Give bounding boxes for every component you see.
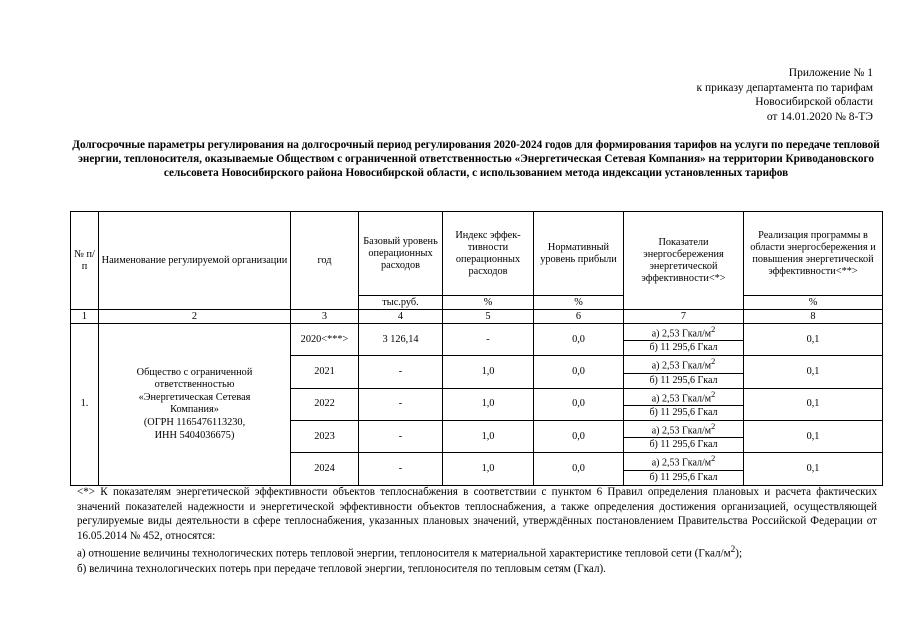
appendix-line-4: от 14.01.2020 № 8-ТЭ [766, 110, 873, 123]
indicator-a [624, 324, 744, 341]
footnotes [77, 485, 877, 576]
header-profit: Нормативный уровень прибыли [534, 212, 624, 296]
column-number-row [71, 310, 883, 324]
footnote-item-a-text: а) отношение величины технологических потерь тепловой энергии, теплоносителя к материальной характеристике тепловой сети (Гкал/м [77, 548, 731, 561]
col-num: 5 [443, 310, 534, 324]
indicator-b: б) 11 295,6 Гкал [624, 470, 744, 485]
org-line: (ОГРН 1165476113230, [143, 416, 246, 428]
header-index: Индекс эффективности операционных расходов [443, 212, 534, 296]
indicator-a-text: а) 2,53 Гкал/м [651, 457, 712, 469]
header-num: № п/п [71, 212, 99, 310]
header-program: Реализация программы в области энергосбережения и повышения энергетической эффективности<**> [744, 212, 883, 296]
unit-base: тыс.руб. [359, 296, 443, 310]
footnote-item-a [77, 543, 877, 561]
unit-index: % [443, 296, 534, 310]
header-org: Наименование регулируемой организации [99, 212, 291, 310]
org-line: Компания» [170, 404, 219, 416]
appendix-line-2: к приказу департамента по тарифам [696, 81, 873, 94]
indicator-a-sup: 2 [711, 421, 716, 431]
header-base: Базовый уровень операционных расходов [359, 212, 443, 296]
index-cell: 1,0 [443, 356, 534, 388]
indicator-a [624, 388, 744, 405]
indicator-a-sup: 2 [711, 454, 716, 464]
indicator-b: б) 11 295,6 Гкал [624, 405, 744, 420]
year-cell: 2023 [291, 420, 359, 452]
index-cell: 1,0 [443, 388, 534, 420]
year-cell: 2024 [291, 453, 359, 485]
org-line: «Энергетическая Сетевая [138, 391, 251, 403]
profit-cell: 0,0 [534, 324, 624, 356]
unit-profit: % [534, 296, 624, 310]
footnote-item-a-sup: 2 [730, 545, 736, 556]
year-cell: 2020<***> [291, 324, 359, 356]
header-row [71, 212, 883, 296]
appendix-line-3: Новосибирской области [755, 96, 873, 108]
header-energy: Показатели энергосбережения энергетической эффективности<*> [624, 212, 744, 310]
col-num: 6 [534, 310, 624, 324]
profit-cell: 0,0 [534, 420, 624, 452]
org-line: ИНН 5404036675) [154, 429, 235, 441]
indicator-a-sup: 2 [711, 357, 716, 367]
base-cell: - [359, 356, 443, 388]
profit-cell: 0,0 [534, 453, 624, 485]
year-cell: 2021 [291, 356, 359, 388]
parameters-table [70, 211, 883, 486]
org-line: ответственностью [154, 379, 235, 391]
footnote-item-a-end: ); [735, 548, 743, 561]
program-cell: 0,1 [744, 420, 883, 452]
base-cell: - [359, 453, 443, 485]
indicator-a [624, 453, 744, 470]
unit-program: % [744, 296, 883, 310]
program-cell: 0,1 [744, 324, 883, 356]
col-num: 1 [71, 310, 99, 324]
profit-cell: 0,0 [534, 388, 624, 420]
row-number: 1. [71, 324, 99, 486]
col-num: 3 [291, 310, 359, 324]
col-num: 8 [744, 310, 883, 324]
indicator-a-text: а) 2,53 Гкал/м [651, 328, 712, 340]
col-num: 7 [624, 310, 744, 324]
indicator-b: б) 11 295,6 Гкал [624, 341, 744, 356]
indicator-a-sup: 2 [711, 325, 716, 334]
profit-cell: 0,0 [534, 356, 624, 388]
indicator-a-text: а) 2,53 Гкал/м [651, 360, 712, 372]
header-year: год [291, 212, 359, 310]
base-cell: - [359, 388, 443, 420]
program-cell: 0,1 [744, 388, 883, 420]
indicator-a [624, 420, 744, 437]
document-title: Долгосрочные параметры регулирования на долгосрочный период регулирования 2020-2024 годов для формирования тарифов на услуги по передаче тепловой энергии, теплоносителя, оказываемые Обществом с ограниченной ответственностью «Энергетическая Сетевая Компания» на территории Криводановского сельсовета Новосибирского района Новосибирской области, с использованием метода индексации установленных тарифов [72, 139, 880, 179]
table-row [71, 324, 883, 341]
appendix-line-1: Приложение № 1 [788, 67, 873, 79]
base-cell: - [359, 420, 443, 452]
program-cell: 0,1 [744, 453, 883, 485]
index-cell: 1,0 [443, 453, 534, 485]
indicator-b: б) 11 295,6 Гкал [624, 373, 744, 388]
indicator-a-sup: 2 [711, 389, 716, 399]
base-cell: 3 126,14 [359, 324, 443, 356]
indicator-a [624, 356, 744, 373]
indicator-b: б) 11 295,6 Гкал [624, 438, 744, 453]
col-num: 2 [99, 310, 291, 324]
indicator-a-text: а) 2,53 Гкал/м [651, 425, 712, 437]
indicator-a-text: а) 2,53 Гкал/м [651, 392, 712, 404]
appendix-block [696, 66, 873, 124]
col-num: 4 [359, 310, 443, 324]
index-cell: - [443, 324, 534, 356]
program-cell: 0,1 [744, 356, 883, 388]
footnote-item-b: б) величина технологических потерь при передаче тепловой энергии, теплоносителя по тепловым сетям (Гкал). [77, 562, 606, 575]
index-cell: 1,0 [443, 420, 534, 452]
footnote-main: <*> К показателям энергетической эффективности объектов теплоснабжения в соответствии с пунктом 6 Правил определения плановых и расчета фактических значений показателей надежности и энергетической эффективности объектов теплоснабжения, а также определения достижения организацией, осуществляющей регулируемые виды деятельности в сфере теплоснабжения, указанных плановых значений, утверждённых постановлением Правительства Российской Федерации от 16.05.2014 № 452, относятся: [77, 486, 877, 542]
year-cell: 2022 [291, 388, 359, 420]
organization-cell [99, 324, 291, 486]
org-line: Общество с ограниченной [136, 366, 253, 378]
